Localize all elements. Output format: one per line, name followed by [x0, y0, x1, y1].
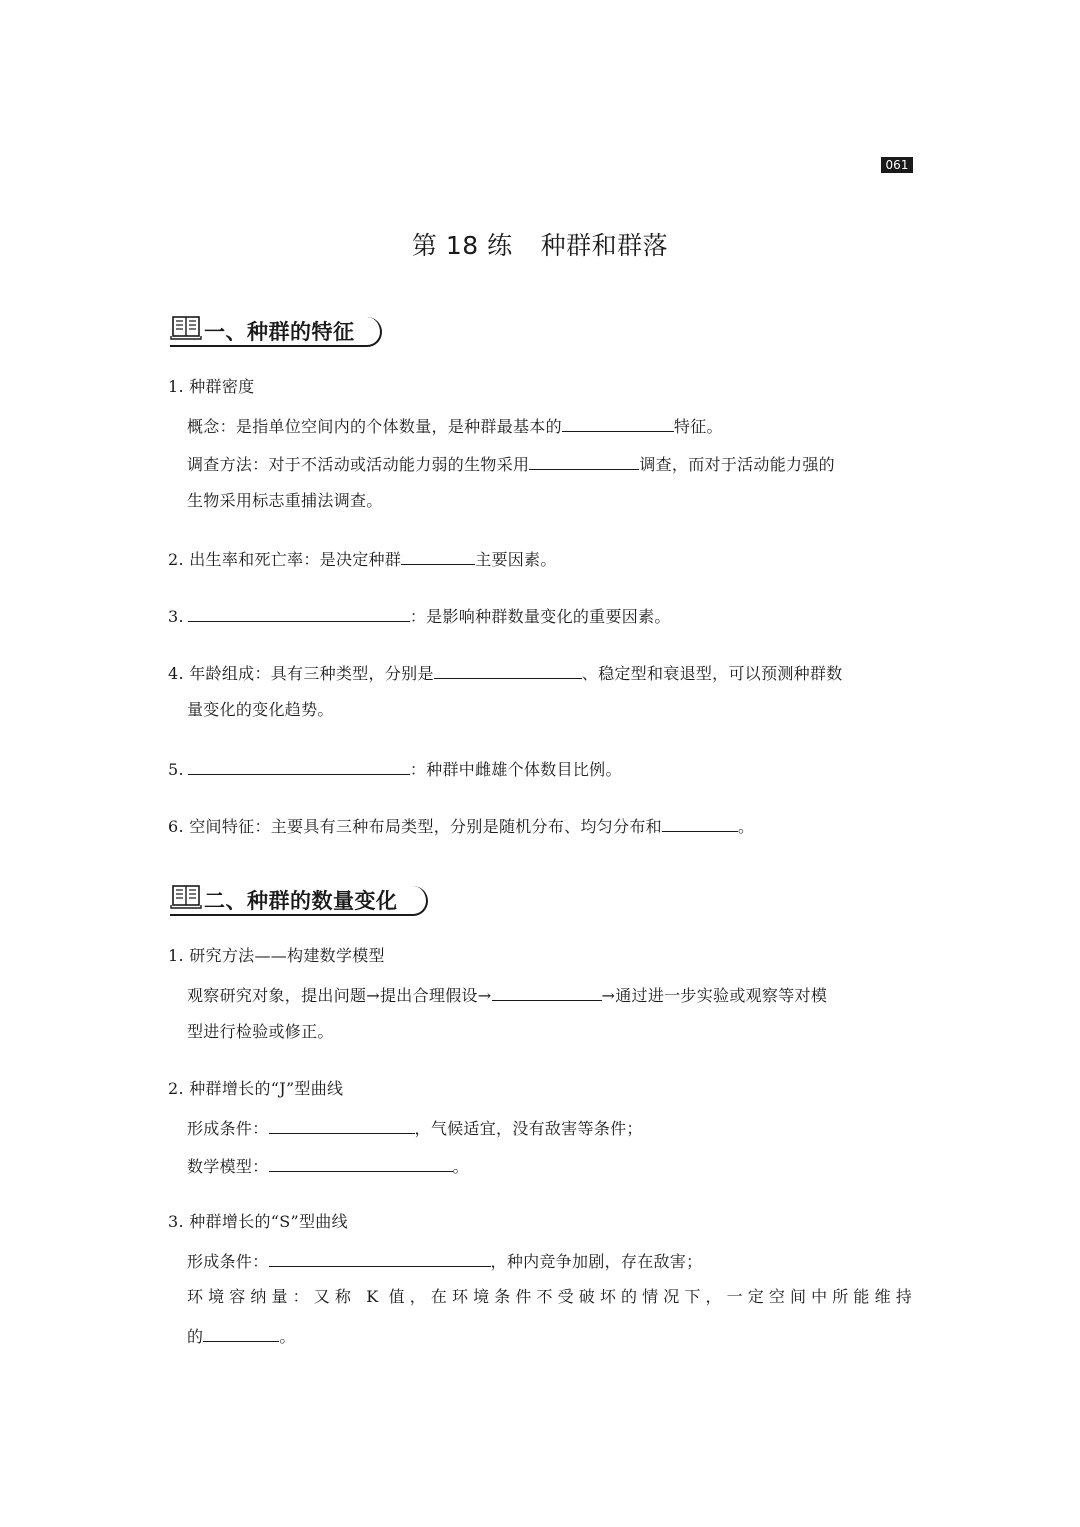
s2-item-3-heading: 3. 种群增长的“S”型曲线 — [168, 1212, 348, 1231]
answer-blank[interactable] — [269, 1154, 453, 1172]
page-title — [0, 226, 1080, 262]
s2-item-2-condition — [187, 1116, 643, 1140]
text: 调查，而对于活动能力强的 — [639, 455, 835, 474]
answer-blank[interactable] — [562, 414, 674, 432]
text: 调查方法：对于不活动或活动能力弱的生物采用 — [187, 455, 530, 474]
section-heading-2 — [170, 886, 428, 916]
text: 概念：是指单位空间内的个体数量，是种群最基本的 — [187, 417, 562, 436]
text: 主要因素。 — [475, 550, 557, 569]
text: ，种内竞争加剧，存在敌害； — [490, 1252, 703, 1271]
text: 2. 出生率和死亡率：是决定种群 — [168, 550, 402, 569]
s1-item-4 — [168, 661, 843, 685]
text: ：是影响种群数量变化的重要因素。 — [409, 607, 671, 626]
text: →通过进一步实验或观察等对模 — [601, 986, 828, 1005]
text: 5. — [168, 760, 184, 779]
answer-blank[interactable] — [188, 757, 410, 775]
answer-blank[interactable] — [188, 604, 410, 622]
text: 4. 年龄组成：具有三种类型，分别是 — [168, 664, 434, 683]
text: 。 — [452, 1157, 469, 1176]
text: 形成条件： — [187, 1119, 269, 1138]
section-heading-label: 二、种群的数量变化 — [204, 889, 398, 913]
s2-item-2-heading: 2. 种群增长的“J”型曲线 — [168, 1079, 344, 1098]
s2-item-3-condition — [187, 1249, 702, 1273]
lesson-topic: 种群和群落 — [540, 231, 669, 260]
s2-item-1-cont: 型进行检验或修正。 — [187, 1022, 334, 1041]
text: 6. 空间特征：主要具有三种布局类型，分别是随机分布、均匀分布和 — [168, 817, 662, 836]
s1-item-1-survey-cont: 生物采用标志重捕法调查。 — [187, 491, 383, 510]
answer-blank[interactable] — [203, 1324, 279, 1342]
s1-item-4-cont: 量变化的变化趋势。 — [187, 700, 334, 719]
answer-blank[interactable] — [401, 547, 475, 565]
s1-item-5 — [168, 757, 622, 781]
answer-blank[interactable] — [662, 814, 738, 832]
text: 特征。 — [673, 417, 723, 436]
text: 的 — [187, 1327, 204, 1346]
answer-blank[interactable] — [434, 661, 582, 679]
s2-item-1-text — [187, 983, 827, 1007]
text: ，气候适宜，没有敌害等条件； — [414, 1119, 643, 1138]
s1-item-6 — [168, 814, 754, 838]
answer-blank[interactable] — [529, 452, 639, 470]
lesson-number: 第 18 练 — [411, 231, 513, 260]
text: 观察研究对象，提出问题→提出合理假设→ — [187, 986, 492, 1005]
s1-item-3 — [168, 604, 671, 628]
text: 。 — [737, 817, 755, 836]
s1-item-1-concept — [187, 414, 723, 438]
s1-item-1-heading: 1. 种群密度 — [168, 377, 255, 396]
s2-item-3-capacity-cont — [187, 1324, 296, 1348]
text: 形成条件： — [187, 1252, 269, 1271]
text: 3. — [168, 607, 184, 626]
answer-blank[interactable] — [269, 1249, 491, 1267]
text: 、稳定型和衰退型，可以预测种群数 — [581, 664, 843, 683]
open-book-icon — [170, 315, 202, 341]
open-book-icon — [170, 884, 202, 910]
s1-item-1-survey — [187, 452, 835, 476]
s2-item-2-model — [187, 1154, 469, 1178]
page-number: 061 — [881, 157, 913, 173]
section-heading-label: 一、种群的特征 — [204, 320, 355, 344]
answer-blank[interactable] — [269, 1116, 415, 1134]
answer-blank[interactable] — [492, 983, 602, 1001]
section-heading-1 — [170, 317, 382, 347]
s1-item-2 — [168, 547, 557, 571]
text: ：种群中雌雄个体数目比例。 — [409, 760, 622, 779]
s2-item-3-capacity: 环境容纳量：又称 K 值，在环境条件不受破坏的情况下，一定空间中所能维持 — [187, 1287, 912, 1306]
text: 数学模型： — [187, 1157, 269, 1176]
text: 。 — [279, 1327, 296, 1346]
s2-item-1-heading: 1. 研究方法——构建数学模型 — [168, 946, 385, 965]
